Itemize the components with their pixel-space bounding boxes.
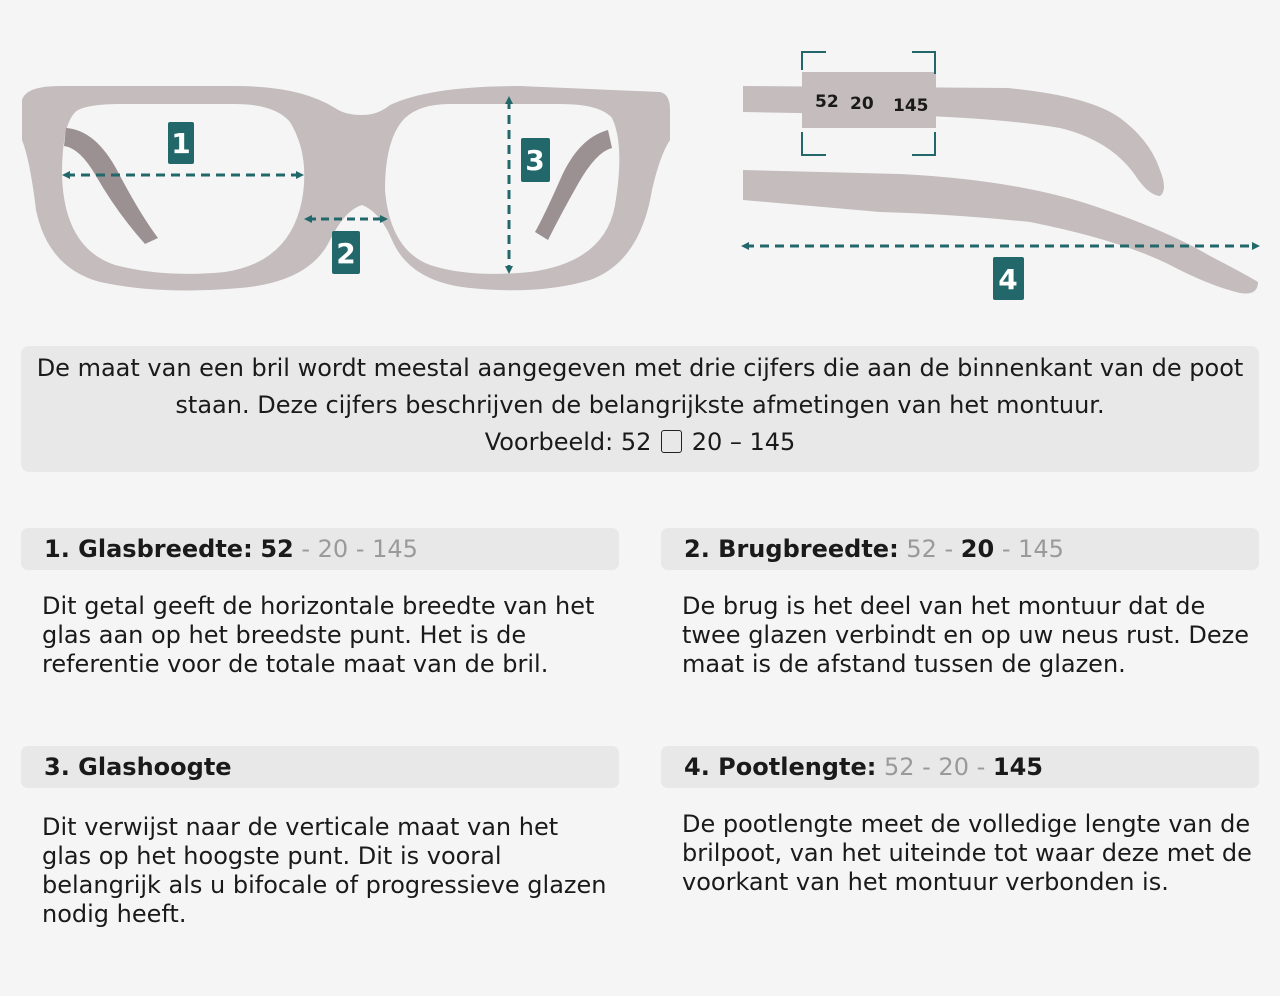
temple-inner-left	[64, 128, 158, 244]
example-suffix: 20 – 145	[691, 428, 796, 456]
card-body-bridge-width: De brug is het deel van het montuur dat de twee glazen verbindt en op uw neus rust. Deze maat is de afstand tussen de glazen.	[682, 592, 1250, 678]
temple-number-temple: 145	[893, 96, 929, 116]
badge-3	[521, 138, 550, 182]
card-label: 4. Pootlengte:	[684, 753, 877, 781]
card-heading-bridge-width	[661, 528, 1259, 570]
card-body-lens-height: Dit verwijst naar de verticale maat van het glas op het hoogste punt. Dit is vooral belangrijk als u bifocale of progressieve glazen nodig heeft.	[42, 813, 607, 928]
intro-box	[21, 346, 1259, 472]
glasses-front-view	[22, 86, 670, 290]
card-heading-lens-height	[21, 746, 619, 788]
card-heading-temple-length	[661, 746, 1259, 788]
card-highlight: 20	[960, 535, 995, 563]
badge-4	[993, 257, 1024, 300]
badge-2	[332, 231, 360, 274]
card-highlight: 145	[992, 753, 1043, 781]
intro-line-1: De maat van een bril wordt meestal aangegeven met drie cijfers die aan de binnenkant van de poot	[36, 354, 1244, 382]
card-body-lens-width: Dit getal geeft de horizontale breedte van het glas aan op het breedste punt. Het is de referentie voor de totale maat van de bril.	[42, 592, 595, 678]
glasses-side-view	[743, 52, 1258, 300]
temple-number-lens: 52	[815, 92, 839, 112]
svg-text:2: 2	[336, 237, 356, 270]
card-highlight: 52	[260, 535, 294, 563]
badge-1	[168, 122, 194, 164]
card-label: 2. Brugbreedte:	[684, 535, 899, 563]
card-body-temple-length: De pootlengte meet de volledige lengte van de brilpoot, van het uiteinde tot waar deze met de voorkant van het montuur verbonden is.	[682, 810, 1252, 896]
glasses-diagram	[0, 0, 1280, 320]
card-dim: - 145	[994, 535, 1064, 563]
card-dim: - 20 - 145	[293, 535, 418, 563]
card-label: 3. Glashoogte	[44, 753, 232, 781]
svg-text:1: 1	[171, 127, 191, 160]
intro-line-2: staan. Deze cijfers beschrijven de belangrijkste afmetingen van het montuur.	[175, 391, 1105, 419]
card-label: 1. Glasbreedte:	[44, 535, 253, 563]
card-dim: 52 - 20 -	[883, 753, 993, 781]
svg-text:4: 4	[998, 263, 1018, 296]
temple-number-bridge: 20	[850, 94, 874, 114]
svg-text:3: 3	[525, 144, 545, 177]
example-prefix: Voorbeeld: 52	[484, 428, 652, 456]
intro-example	[21, 424, 1259, 461]
card-heading-lens-width	[21, 528, 619, 570]
card-dim: 52 -	[906, 535, 961, 563]
missing-glyph-box	[661, 430, 682, 453]
